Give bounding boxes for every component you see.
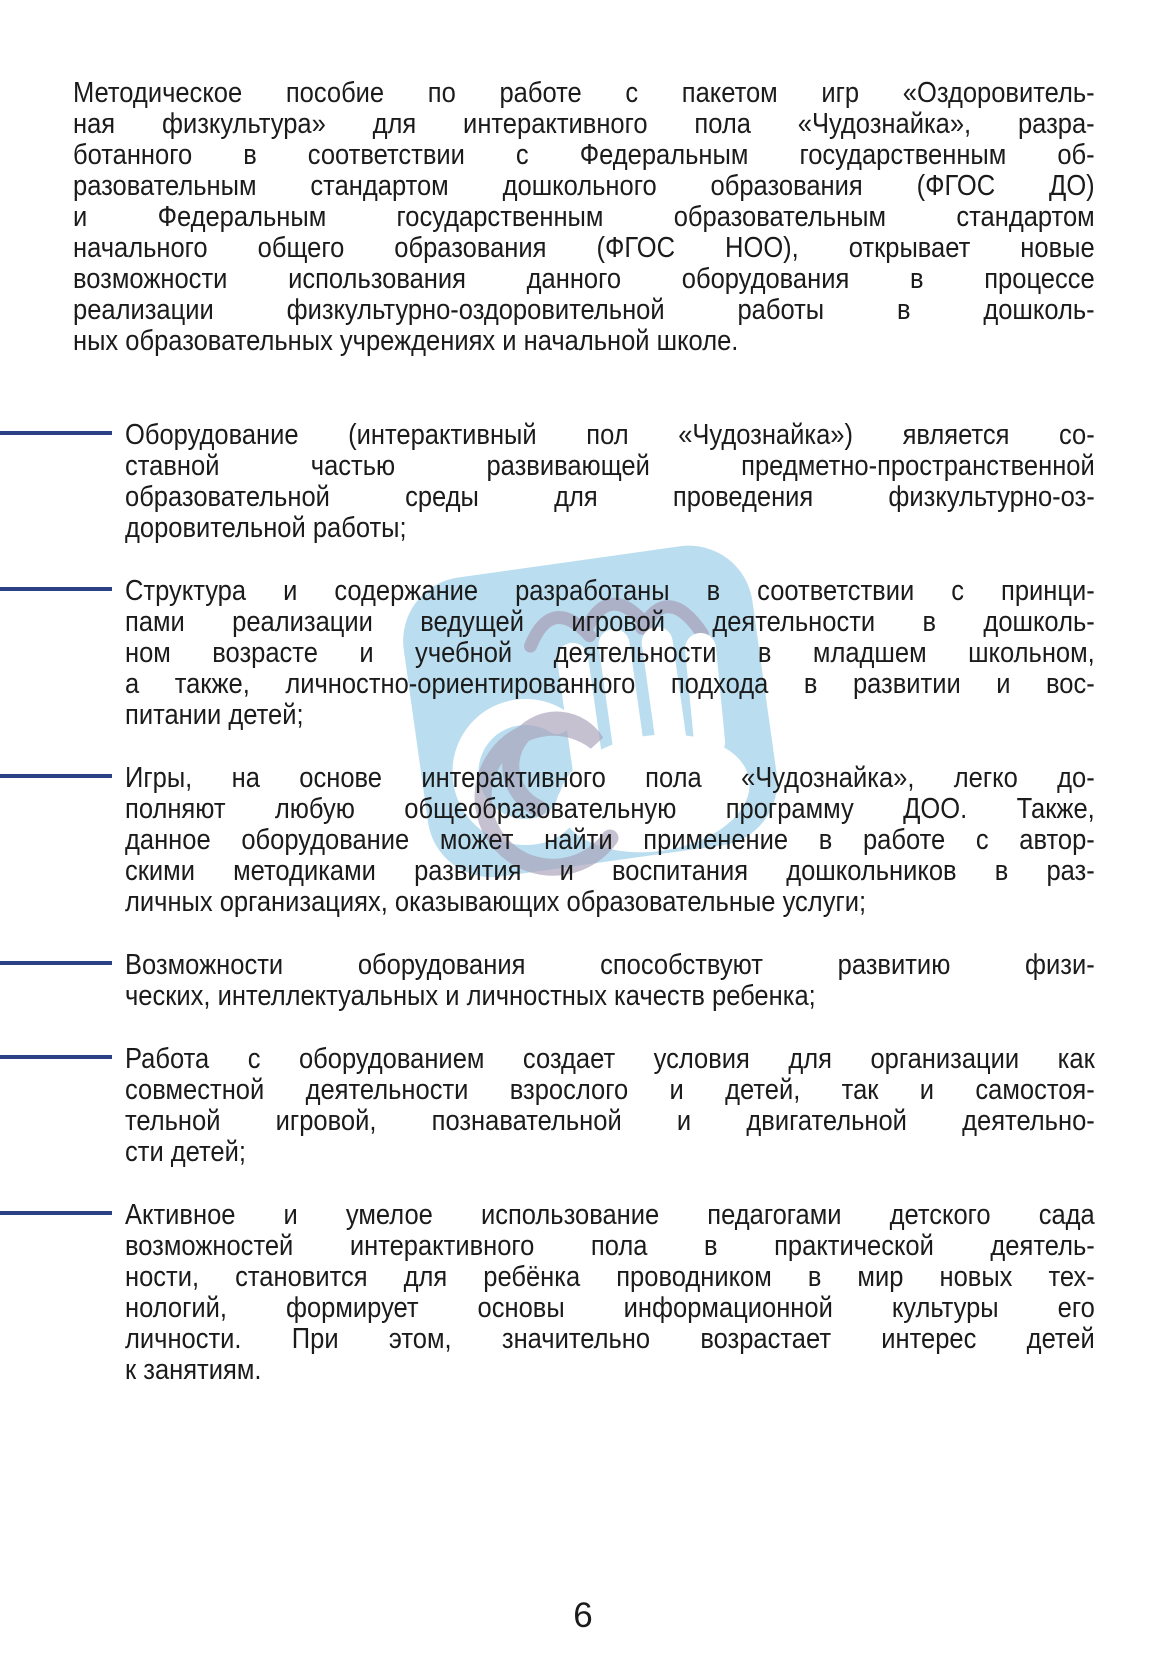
bullet-dash-line (0, 774, 112, 778)
text-line: Активное и умелое использование педагогами детского сада (125, 1199, 1095, 1231)
text-line: возможности использования данного оборудования в процессе (73, 263, 1095, 295)
bullet-dash-line (0, 587, 112, 591)
text-line: сти детей; (125, 1136, 246, 1168)
text-line: ная физкультура» для интерактивного пола «Чудознайка», разра- (73, 108, 1095, 140)
text-line: ности, становится для ребёнка проводником в мир новых тех- (125, 1261, 1095, 1293)
page-number: 6 (573, 1596, 593, 1635)
bullet-item-3 (0, 763, 1166, 918)
text-line: тельной игровой, познавательной и двигательной деятельно- (125, 1105, 1095, 1137)
text-line: нологий, формирует основы информационной культуры его (125, 1292, 1095, 1324)
intro-paragraph (0, 78, 1166, 357)
text-line: доровительной работы; (125, 512, 407, 544)
text-line: личных организациях, оказывающих образовательные услуги; (125, 886, 867, 918)
text-line: а также, личностно-ориентированного подхода в развитии и вос- (125, 668, 1095, 700)
text-line: питании детей; (125, 699, 304, 731)
intro-paragraph-text (73, 78, 1095, 357)
text-line: Работа с оборудованием создает условия для организации как (125, 1043, 1095, 1075)
bullet-dash-line (0, 961, 112, 965)
text-line: Методическое пособие по работе с пакетом игр «Оздоровитель- (73, 77, 1095, 109)
text-line: ческих, интеллектуальных и личностных качеств ребенка; (125, 980, 816, 1012)
bullet-item-text (125, 576, 1095, 731)
text-line: разовательным стандартом дошкольного образования (ФГОС ДО) (73, 170, 1095, 202)
text-line: ных образовательных учреждениях и начальной школе. (73, 325, 739, 357)
bullet-item-1 (0, 420, 1166, 544)
bullet-item-text (125, 1044, 1095, 1168)
text-line: личности. При этом, значительно возрастает интерес детей (125, 1323, 1095, 1355)
bullet-dash-line (0, 1055, 112, 1059)
bullet-item-text (125, 950, 1095, 1012)
bullet-item-text (125, 763, 1095, 918)
bullet-dash-line (0, 1211, 112, 1215)
text-line: реализации физкультурно-оздоровительной работы в дошколь- (73, 294, 1095, 326)
bullet-item-2 (0, 576, 1166, 731)
text-line: Возможности оборудования способствуют развитию физи- (125, 949, 1095, 981)
text-line: возможностей интерактивного пола в практической деятель- (125, 1230, 1095, 1262)
bullet-item-6 (0, 1200, 1166, 1386)
text-line: полняют любую общеобразовательную программу ДОО. Также, (125, 793, 1095, 825)
text-line: совместной деятельности взрослого и детей, так и самостоя- (125, 1074, 1095, 1106)
text-line: ставной частью развивающей предметно-пространственной (125, 450, 1095, 482)
bullet-dash-line (0, 431, 112, 435)
text-line: ботанного в соответствии с Федеральным государственным об- (73, 139, 1095, 171)
bullet-item-4 (0, 950, 1166, 1012)
text-line: пами реализации ведущей игровой деятельности в дошколь- (125, 606, 1095, 638)
text-line: Структура и содержание разработаны в соответствии с принци- (125, 575, 1095, 607)
text-line: данное оборудование может найти применение в работе с автор- (125, 824, 1095, 856)
text-line: и Федеральным государственным образовательным стандартом (73, 201, 1095, 233)
text-line: ном возрасте и учебной деятельности в младшем школьном, (125, 637, 1095, 669)
bullet-item-5 (0, 1044, 1166, 1168)
bullet-item-text (125, 420, 1095, 544)
text-line: скими методиками развития и воспитания дошкольников в раз- (125, 855, 1095, 887)
page-content (0, 78, 1166, 1386)
text-line: Оборудование (интерактивный пол «Чудознайка») является со- (125, 419, 1095, 451)
text-line: Игры, на основе интерактивного пола «Чудознайка», легко до- (125, 762, 1095, 794)
text-line: к занятиям. (125, 1354, 262, 1386)
text-line: образовательной среды для проведения физкультурно-оз- (125, 481, 1095, 513)
bullet-item-text (125, 1200, 1095, 1386)
text-line: начального общего образования (ФГОС НОО), открывает новые (73, 232, 1095, 264)
